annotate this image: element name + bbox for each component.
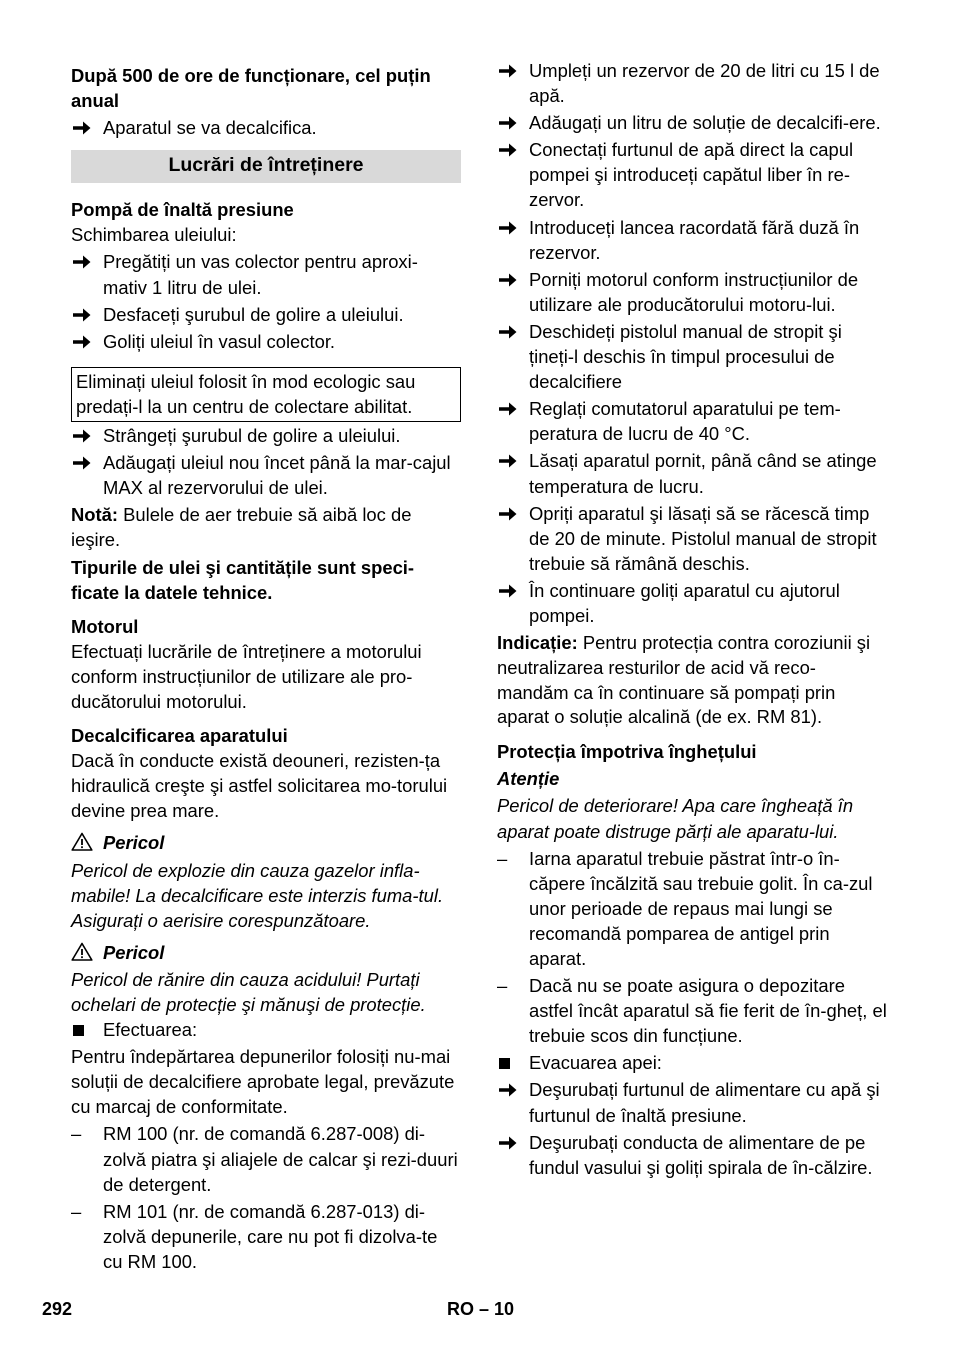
- dash-bullet: –: [497, 975, 508, 997]
- dash-text: Dacă nu se poate asigura o depozitare astfel încât aparatul să fie ferit de în-gheț, el trebuie scos din funcțiune.: [529, 975, 887, 1047]
- list-item: [71, 329, 461, 354]
- oil-types-note: Tipurile de ulei şi cantitățile sunt speci-ficate la datele tehnice.: [71, 556, 415, 603]
- right-column: [497, 60, 887, 1180]
- danger-title-text: Pericol: [103, 941, 165, 963]
- list-item: [71, 1017, 461, 1042]
- drain-label: Evacuarea apei:: [529, 1052, 662, 1074]
- oil-step: Desfaceți şurubul de golire a uleiului.: [103, 303, 404, 325]
- list-item: [497, 58, 887, 108]
- list-item: [497, 267, 887, 317]
- oil-change-label: Schimbarea uleiului:: [71, 224, 237, 246]
- section-banner: Lucrări de întreținere: [71, 150, 461, 183]
- execute-label: Efectuarea:: [103, 1019, 198, 1041]
- danger-title: [71, 940, 461, 965]
- list-item: [71, 423, 461, 448]
- motor-heading: Motorul: [71, 615, 139, 637]
- hint-text: Pentru protecția contra coroziunii şi neutralizarea resturilor de acid vă reco-mandăm ca în continuare să pompați prin aparat o soluție alcalină (de ex. RM 81).: [497, 632, 871, 728]
- hint: [497, 631, 887, 730]
- list-item: [497, 973, 887, 1048]
- note-text: Bulele de aer trebuie să aibă loc de ieşire.: [71, 504, 412, 551]
- decalc-step: Reglați comutatorul aparatului pe tem-peratura de lucru de 40 °C.: [529, 398, 841, 445]
- list-item: [497, 396, 887, 446]
- arrow-right-icon: [499, 1130, 525, 1150]
- arrow-right-icon: [499, 448, 525, 468]
- list-item: [497, 1130, 887, 1180]
- list-item: [71, 1121, 461, 1196]
- arrow-right-icon: [73, 329, 99, 349]
- list-item: [497, 215, 887, 265]
- dash-bullet: –: [71, 1200, 82, 1222]
- arrow-right-icon: [499, 267, 525, 287]
- square-bullet-icon: [73, 1017, 99, 1042]
- dash-bullet: –: [497, 847, 508, 869]
- list-item: [497, 501, 887, 576]
- decalc-step: În continuare goliți aparatul cu ajutorul pompei.: [529, 579, 840, 626]
- list-item: [497, 578, 887, 628]
- decalc-step: Introduceți lancea racordată fără duză în rezervor.: [529, 216, 860, 263]
- arrow-right-icon: [73, 450, 99, 470]
- motor-text: Efectuați lucrările de întreținere a motorului conform instrucțiunilor de utilizare ale pro-ducătorului motorului.: [71, 640, 422, 712]
- list-item: [497, 110, 887, 135]
- arrow-right-icon: [499, 1077, 525, 1097]
- drain-step: Deşurubați conducta de alimentare de pe fundul vasului şi goliți spirala de în-călzire.: [529, 1131, 873, 1178]
- danger-text: Pericol de explozie din cauza gazelor infla-mabile! La decalcificare este interzis fuma-tul. Asigurați o aerisire corespunzătoare.: [71, 859, 444, 931]
- decalc-step: Umpleți un rezervor de 20 de litri cu 15 l de apă.: [529, 60, 880, 107]
- list-item: [71, 302, 461, 327]
- danger-title-text: Pericol: [103, 832, 165, 854]
- caution-text: Pericol de deteriorare! Apa care îngheață în aparat poate distruge părți ale aparatu-lui.: [497, 795, 854, 842]
- arrow-right-icon: [499, 215, 525, 235]
- list-item: [497, 448, 887, 498]
- arrow-right-icon: [499, 319, 525, 339]
- arrow-right-icon: [499, 58, 525, 78]
- page-number: 292: [42, 1299, 73, 1319]
- arrow-right-icon: [73, 115, 99, 135]
- note-label: Notă:: [71, 504, 118, 526]
- list-item: [497, 137, 887, 212]
- arrow-right-icon: [499, 396, 525, 416]
- decalc-step: Porniți motorul conform instrucțiunilor de utilizare ale producătorului motoru-lui.: [529, 268, 859, 315]
- decalc-step: Adăugați un litru de soluție de decalcifi-ere.: [529, 112, 881, 134]
- list-item: [71, 1199, 461, 1274]
- caution-title: Atenție: [497, 768, 560, 790]
- decalc-heading: Decalcificarea aparatului: [71, 725, 288, 747]
- oil-step: Adăugați uleiul nou încet până la mar-cajul MAX al rezervorului de ulei.: [103, 452, 451, 499]
- language-page-label: RO – 10: [447, 1299, 515, 1319]
- list-item: [497, 1050, 887, 1075]
- arrow-right-icon: [499, 578, 525, 598]
- warning-triangle-icon: [71, 942, 93, 961]
- dash-bullet: –: [71, 1123, 82, 1145]
- danger-text: Pericol de rănire din cauza acidului! Purtați ochelari de protecție şi mănuşi de protecție.: [71, 968, 426, 1015]
- interval-heading: După 500 de ore de funcționare, cel puțin anual: [71, 65, 431, 112]
- dash-text: Iarna aparatul trebuie păstrat într-o în-căpere încălzită sau trebuie golit. În ca-zul unor perioade de repaus mai lungi se recomandă pomparea de antigel prin aparat.: [529, 847, 873, 969]
- eco-note-box: Eliminați uleiul folosit în mod ecologic sau predați-l la un centru de colectare abilitat.: [71, 367, 461, 422]
- arrow-right-icon: [499, 137, 525, 157]
- hint-label: Indicație:: [497, 632, 578, 654]
- decalc-text: Dacă în conducte există deouneri, rezisten-ța hidraulică creşte şi astfel solicitarea mo-torului devine prea mare.: [71, 750, 448, 822]
- arrow-right-icon: [499, 110, 525, 130]
- arrow-right-icon: [499, 501, 525, 521]
- arrow-right-icon: [73, 302, 99, 322]
- pump-heading: Pompă de înaltă presiune: [71, 199, 294, 221]
- decalc-step: Lăsați aparatul pornit, până când se atinge temperatura de lucru.: [529, 450, 877, 497]
- oil-step: Strângeți şurubul de golire a uleiului.: [103, 425, 401, 447]
- dash-text: RM 100 (nr. de comandă 6.287-008) di-zolvă piatra şi aliajele de calcar şi rezi-duuri de detergent.: [103, 1123, 458, 1195]
- list-item: [497, 1077, 887, 1127]
- decalc-step: Opriți aparatul şi lăsați să se răcescă timp de 20 de minute. Pistolul manual de stropit trebuie să rămână deschis.: [529, 502, 877, 574]
- list-item: [71, 249, 461, 299]
- decalc-step: Deschideți pistolul manual de stropit şi țineți-l deschis în timpul procesului de decalcifiere: [529, 320, 842, 393]
- interval-step: Aparatul se va decalcifica.: [103, 117, 317, 139]
- list-item: [71, 450, 461, 500]
- decalc-step: Conectați furtunul de apă direct la capul pompei şi introduceți capătul liber în re-zervor.: [529, 139, 854, 211]
- arrow-right-icon: [73, 249, 99, 269]
- frost-heading: Protecția împotriva înghețului: [497, 741, 757, 763]
- list-item: [71, 115, 461, 140]
- left-column: [71, 63, 461, 1274]
- execute-text: Pentru îndepărtarea depunerilor folosiți nu-mai soluții de decalcifiere aprobate legal, prevăzute cu marcaj de conformitate.: [71, 1046, 455, 1118]
- dash-text: RM 101 (nr. de comandă 6.287-013) di-zolvă depunerile, care nu pot fi dizolva-te cu RM 100.: [103, 1200, 438, 1272]
- oil-step: Goliți uleiul în vasul colector.: [103, 330, 336, 352]
- list-item: [497, 846, 887, 971]
- oil-step: Pregătiți un vas colector pentru aproxi-mativ 1 litru de ulei.: [103, 251, 418, 298]
- note: [71, 502, 461, 552]
- arrow-right-icon: [73, 423, 99, 443]
- drain-step: Deşurubați furtunul de alimentare cu apă şi furtunul de înaltă presiune.: [529, 1079, 880, 1126]
- square-bullet-icon: [499, 1050, 525, 1075]
- list-item: [497, 319, 887, 394]
- danger-title: [71, 830, 461, 855]
- warning-triangle-icon: [71, 832, 93, 851]
